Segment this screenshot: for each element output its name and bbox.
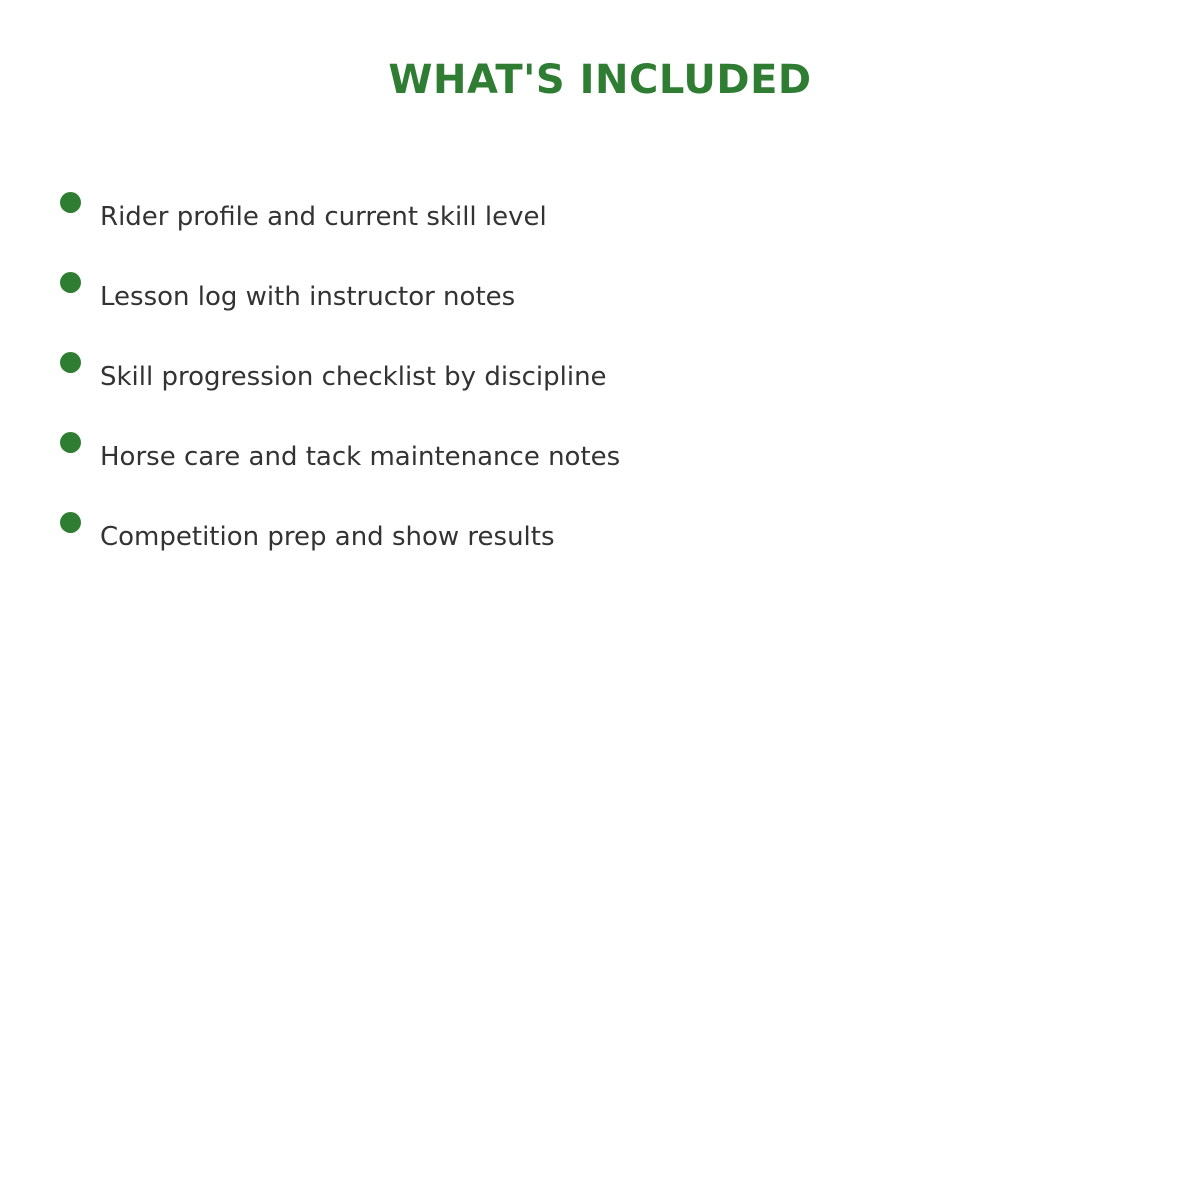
bullet-icon [60,352,81,373]
list-item-text: Lesson log with instructor notes [100,282,516,312]
list-item-text: Rider profile and current skill level [100,202,547,232]
list-item-text: Horse care and tack maintenance notes [100,442,621,472]
bullet-icon [60,512,81,533]
bullet-icon [60,432,81,453]
list-item-text: Competition prep and show results [100,522,555,552]
page-title: WHAT'S INCLUDED [388,57,812,103]
list-item-text: Skill progression checklist by discipline [100,362,607,392]
bullet-icon [60,192,81,213]
bullet-icon [60,272,81,293]
